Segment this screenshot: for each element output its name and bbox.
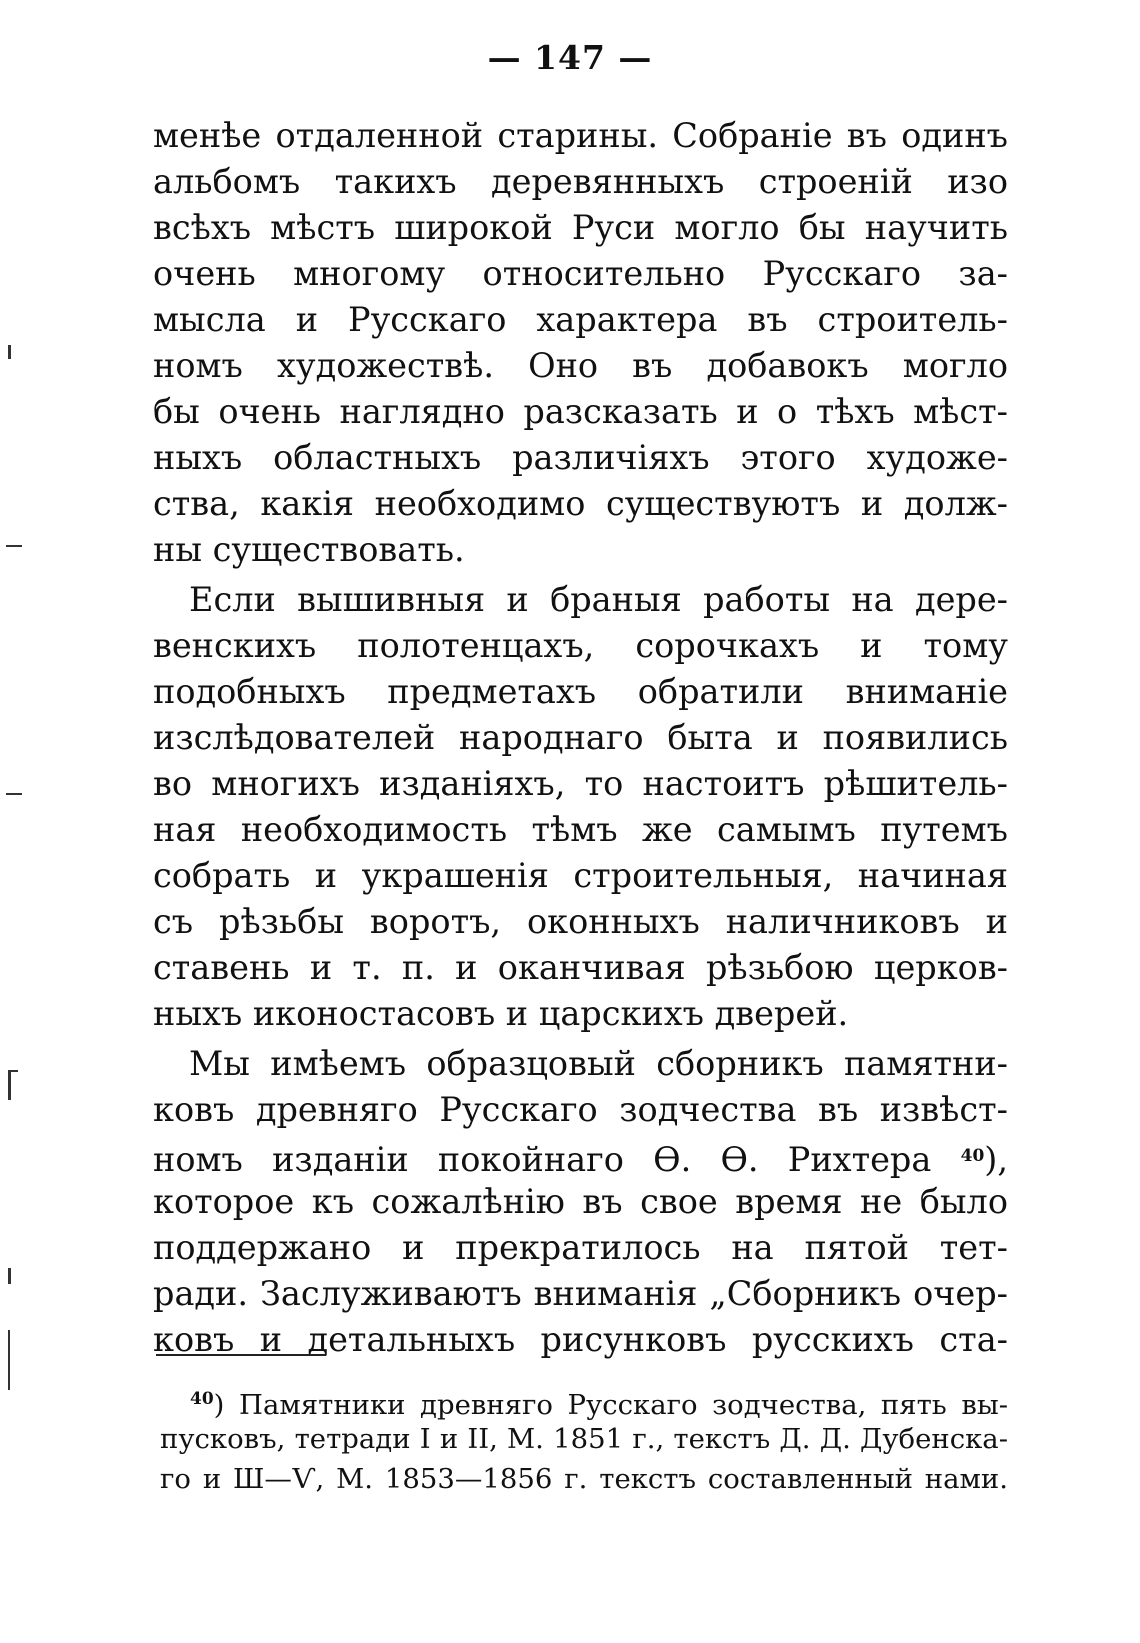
- text-line: Мы имѣемъ образцовый сборникъ памятни-: [189, 1044, 1008, 1083]
- text-line: ныхъ иконостасовъ и царскихъ дверей.: [153, 994, 849, 1033]
- scan-margin-mark: [6, 545, 22, 547]
- text-line: ная необходимость тѣмъ же самымъ путемъ: [153, 810, 1008, 849]
- scan-margin-mark: [8, 1330, 10, 1390]
- scan-margin-mark: [6, 793, 22, 795]
- footnote-line: пусковъ, тетради I и II, М. 1851 г., текстъ Д. Д. Дубенска-: [160, 1423, 1008, 1455]
- text-line: ставень и т. п. и оканчивая рѣзьбою церков-: [153, 948, 1008, 987]
- text-line: ковъ древняго Русскаго зодчества въ извѣст-: [153, 1090, 1008, 1129]
- text-line: ства, какія необходимо существуютъ и долж-: [153, 484, 1008, 523]
- body-text: [153, 113, 1008, 1363]
- scan-margin-mark: [8, 345, 11, 359]
- text-line: мысла и Русскаго характера въ строитель-: [153, 300, 1008, 339]
- footnote: [160, 1379, 1008, 1499]
- footnote-text: Памятники древняго Русскаго зодчества, пять вы-: [238, 1389, 1008, 1421]
- footnote-reference-tail: ),: [984, 1140, 1008, 1179]
- text-line: ради. Заслуживаютъ вниманія „Сборникъ очер-: [153, 1274, 1008, 1313]
- footnote-separator: [156, 1354, 326, 1356]
- text-line: венскихъ полотенцахъ, сорочкахъ и тому: [153, 626, 1008, 665]
- text-line: всѣхъ мѣстъ широкой Руси могло бы научить: [153, 208, 1008, 247]
- footnote-marker-tail: ): [213, 1389, 225, 1421]
- text-line: собрать и украшенія строительныя, начиная: [153, 856, 1008, 895]
- scan-margin-mark: [8, 1268, 11, 1284]
- text-line: во многихъ изданіяхъ, то настоитъ рѣшитель-: [153, 764, 1008, 803]
- text-line: номъ художествѣ. Оно въ добавокъ могло: [153, 346, 1008, 385]
- text-line: ны существовать.: [153, 530, 465, 569]
- footnote-reference-number: 40: [960, 1146, 985, 1166]
- text-line: менѣе отдаленной старины. Собраніе въ одинъ: [153, 116, 1008, 155]
- text-line: ныхъ областныхъ различіяхъ этого художе-: [153, 438, 1008, 477]
- text-line-with-note-ref: [153, 1133, 1008, 1179]
- text-line: изслѣдователей народнаго быта и появились: [153, 718, 1008, 757]
- footnote-line: [160, 1379, 1008, 1419]
- text-line: очень многому относительно Русскаго за-: [153, 254, 1008, 293]
- text-line: поддержано и прекратилось на пятой тет-: [153, 1228, 1008, 1267]
- text-line: бы очень наглядно разсказать и о тѣхъ мѣст-: [153, 392, 1008, 431]
- text-line: которое къ сожалѣнію въ свое время не было: [153, 1182, 1008, 1221]
- footnote-marker: 40: [190, 1389, 214, 1409]
- text-line: ковъ и детальныхъ рисунковъ русскихъ ста-: [153, 1320, 1008, 1359]
- scan-margin-mark: [8, 1070, 18, 1072]
- scan-margin-mark: [8, 1070, 11, 1100]
- text-fragment: номъ изданіи покойнаго Ѳ. Ѳ. Рихтера: [153, 1140, 932, 1179]
- text-line: съ рѣзьбы воротъ, оконныхъ наличниковъ и: [153, 902, 1008, 941]
- footnote-reference: [961, 1140, 1008, 1179]
- text-line: Если вышивныя и браныя работы на дере-: [189, 580, 1008, 619]
- footnote-line: го и Ш—Ѵ, М. 1853—1856 г. текстъ составленный нами.: [160, 1463, 1008, 1495]
- page-number: — 147 —: [487, 38, 653, 77]
- text-line: альбомъ такихъ деревянныхъ строеній изо: [153, 162, 1008, 201]
- text-line: подобныхъ предметахъ обратили вниманіе: [153, 672, 1008, 711]
